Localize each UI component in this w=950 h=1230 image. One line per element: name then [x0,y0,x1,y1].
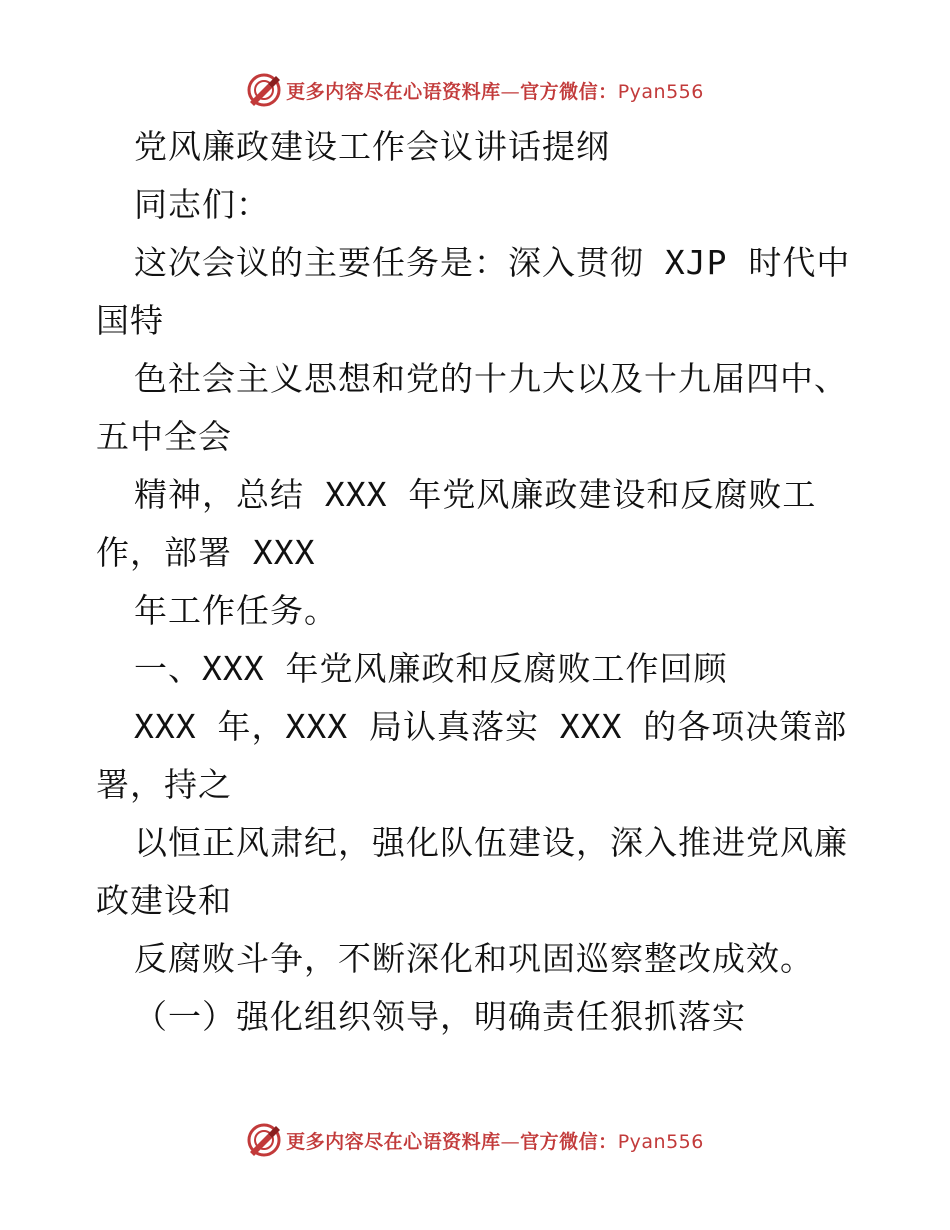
pen-circle-logo-icon [246,72,282,108]
document-line: 精神，总结 XXX 年党风廉政建设和反腐败工 [134,475,817,514]
pen-circle-logo-icon [246,1122,282,1158]
document-line: 政建设和 [96,881,232,920]
document-line: 五中全会 [96,417,232,456]
document-line: 年工作任务。 [134,591,338,630]
document-line: （一）强化组织领导，明确责任狠抓落实 [134,997,746,1036]
document-line: 署，持之 [96,765,232,804]
header-watermark [0,70,950,110]
document-line: 同志们： [134,185,270,224]
watermark-text: 更多内容尽在心语资料库—官方微信：Pyan556 [286,1130,704,1153]
document-line: 色社会主义思想和党的十九大以及十九届四中、 [134,359,848,398]
document-line: 党风廉政建设工作会议讲话提纲 [134,127,610,166]
document-body [96,118,896,1046]
document-line: XXX 年，XXX 局认真落实 XXX 的各项决策部 [134,707,848,746]
document-line: 作，部署 XXX [96,533,316,572]
watermark-text: 更多内容尽在心语资料库—官方微信：Pyan556 [286,80,704,103]
document-line: 反腐败斗争，不断深化和巩固巡察整改成效。 [134,939,814,978]
footer-watermark [0,1120,950,1160]
document-line: 这次会议的主要任务是：深入贯彻 XJP 时代中 [134,243,851,282]
document-line: 国特 [96,301,164,340]
document-line: 一、XXX 年党风廉政和反腐败工作回顾 [134,649,728,688]
document-line: 以恒正风肃纪，强化队伍建设，深入推进党风廉 [134,823,848,862]
